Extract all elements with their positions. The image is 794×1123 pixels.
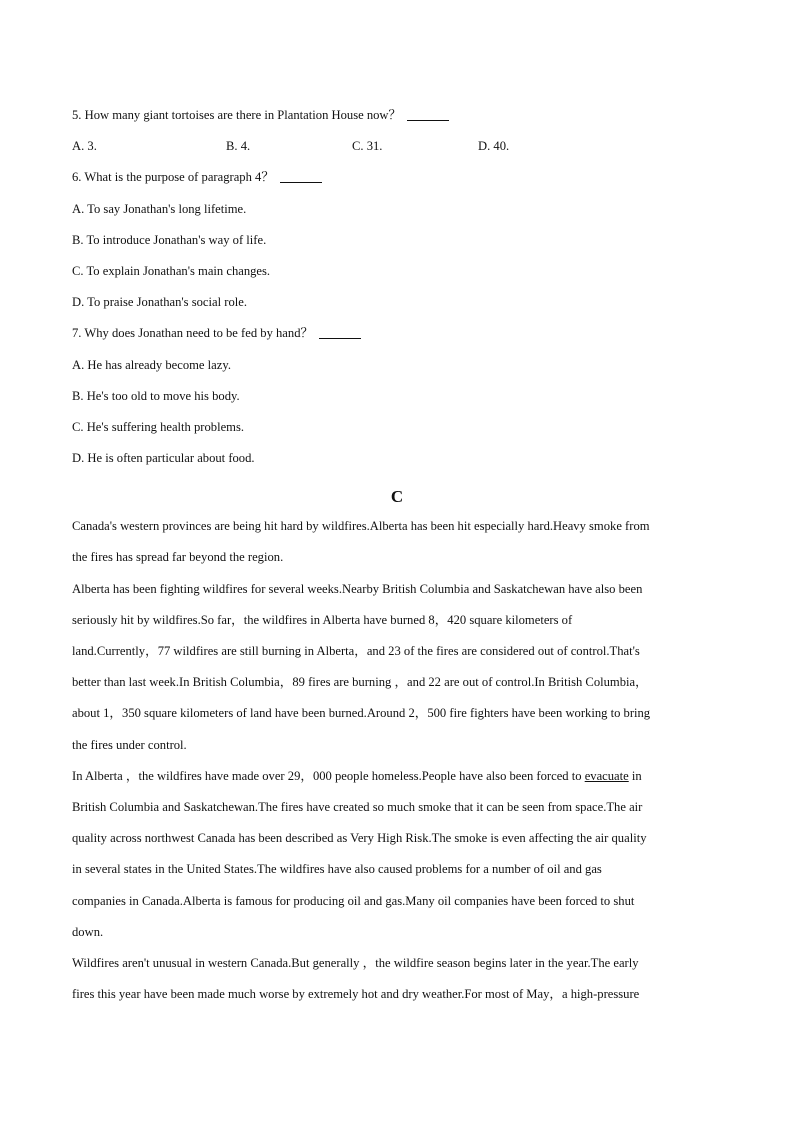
answer-blank bbox=[407, 106, 449, 121]
option-a: A. He has already become lazy. bbox=[72, 357, 231, 372]
text-line: the fires has spread far beyond the region. bbox=[72, 550, 284, 565]
text-line: quality across northwest Canada has been described as Very High Risk.The smoke is even affecting the air quality bbox=[72, 831, 647, 846]
option-c: C. 31. bbox=[352, 139, 383, 154]
question-5-options bbox=[72, 131, 722, 162]
text-line: down. bbox=[72, 924, 104, 939]
paragraph-3 bbox=[72, 761, 722, 948]
option-b: B. He's too old to move his body. bbox=[72, 388, 240, 403]
underlined-word: evacuate bbox=[584, 768, 629, 783]
question-5-stem bbox=[72, 100, 722, 131]
text-line: fires this year have been made much worse by extremely hot and dry weather.For most of May，a high-pressure bbox=[72, 987, 640, 1002]
paragraph-2 bbox=[72, 574, 722, 761]
answer-blank bbox=[280, 168, 322, 183]
text-line: seriously hit by wildfires.So far，the wildfires in Alberta have burned 8，420 square kilometers of bbox=[72, 612, 573, 627]
answer-blank bbox=[319, 324, 361, 339]
text-line: the fires under control. bbox=[72, 737, 187, 752]
text-line: British Columbia and Saskatchewan.The fires have created so much smoke that it can be seen from space.The air bbox=[72, 799, 643, 814]
question-5-text: 5. How many giant tortoises are there in Plantation House now？ bbox=[72, 108, 402, 122]
text-line: Alberta has been fighting wildfires for several weeks.Nearby British Columbia and Saskatchewan have also been bbox=[72, 581, 643, 596]
text-line: about 1，350 square kilometers of land have been burned.Around 2，500 fire fighters have been working to bring bbox=[72, 706, 651, 721]
option-b: B. 4. bbox=[226, 139, 251, 154]
paragraph-4 bbox=[72, 948, 722, 1010]
option-a: A. 3. bbox=[72, 139, 97, 154]
text-segment: In Alberta ，the wildfires have made over 29，000 people homeless.People have also been forced to bbox=[72, 768, 585, 783]
text-line: Wildfires aren't unusual in western Canada.But generally ，the wildfire season begins later in the year.The early bbox=[72, 955, 639, 970]
section-title: C bbox=[390, 487, 404, 507]
paragraph-1 bbox=[72, 511, 722, 573]
question-7-stem bbox=[72, 318, 722, 349]
document-page bbox=[72, 100, 722, 1010]
option-d: D. He is often particular about food. bbox=[72, 451, 255, 466]
option-d: D. To praise Jonathan's social role. bbox=[72, 295, 247, 310]
option-d: D. 40. bbox=[478, 139, 510, 154]
text-line: in several states in the United States.The wildfires have also caused problems for a number of oil and gas bbox=[72, 862, 602, 877]
question-6-stem bbox=[72, 162, 722, 193]
text-line: land.Currently，77 wildfires are still burning in Alberta，and 23 of the fires are considered out of control.That's bbox=[72, 644, 640, 658]
text-segment: in bbox=[628, 768, 642, 783]
option-b: B. To introduce Jonathan's way of life. bbox=[72, 232, 267, 247]
text-line bbox=[72, 761, 722, 792]
option-c: C. He's suffering health problems. bbox=[72, 419, 245, 434]
option-c: C. To explain Jonathan's main changes. bbox=[72, 263, 271, 278]
text-line: companies in Canada.Alberta is famous for producing oil and gas.Many oil companies have been forced to shut bbox=[72, 893, 635, 908]
option-a: A. To say Jonathan's long lifetime. bbox=[72, 201, 247, 216]
question-7-text: 7. Why does Jonathan need to be fed by hand？ bbox=[72, 326, 314, 341]
text-line: Canada's western provinces are being hit hard by wildfires.Alberta has been hit especially hard.Heavy smoke from bbox=[72, 519, 650, 534]
question-6-text: 6. What is the purpose of paragraph 4？ bbox=[72, 170, 274, 185]
text-line: better than last week.In British Columbia，89 fires are burning ，and 22 are out of control.In British Columbia， bbox=[72, 675, 648, 690]
